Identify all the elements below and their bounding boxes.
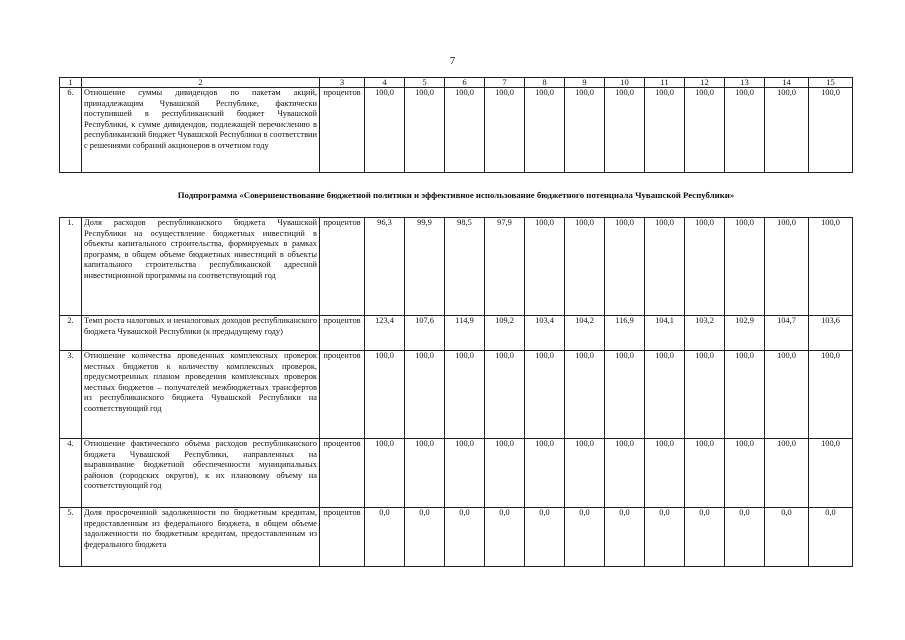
value-cell: 100,0 xyxy=(809,439,853,508)
table-row xyxy=(60,316,853,351)
indicator-name: Отношение количества проведенных комплексных проверок местных бюджетов к количеству комплексных проверок, предусмотренных планом проведения комплексных проверок местных бюджетов – получателей межбюджетных трансфертов из республиканского бюджета Чувашской Республики на соответствующий год xyxy=(82,351,320,439)
value-cell: 100,0 xyxy=(765,439,809,508)
value-cell: 103,6 xyxy=(809,316,853,351)
row-number: 4. xyxy=(60,439,82,508)
value-cell: 100,0 xyxy=(765,218,809,316)
value-cell: 103,4 xyxy=(525,316,565,351)
value-cell: 0,0 xyxy=(565,508,605,567)
value-cell: 102,9 xyxy=(725,316,765,351)
header-cell: 12 xyxy=(685,78,725,88)
value-cell: 98,5 xyxy=(445,218,485,316)
value-cell: 0,0 xyxy=(445,508,485,567)
unit-cell: процентов xyxy=(320,351,365,439)
header-cell: 6 xyxy=(445,78,485,88)
indicator-name: Доля расходов республиканского бюджета Чувашской Республики на осуществление бюджетных инвестиций в объекты капитального строительства, формируемых в рамках программ, в общем объеме бюджетных инвестиций в объекты капитального строительства республиканской адресной инвестиционной программы на соответствующий год xyxy=(82,218,320,316)
unit-cell: процентов xyxy=(320,218,365,316)
table-row xyxy=(60,439,853,508)
value-cell: 100,0 xyxy=(645,218,685,316)
value-cell: 100,0 xyxy=(365,88,405,173)
header-cell: 5 xyxy=(405,78,445,88)
unit-cell: процентов xyxy=(320,316,365,351)
value-cell: 100,0 xyxy=(645,439,685,508)
table-row xyxy=(60,508,853,567)
value-cell: 0,0 xyxy=(685,508,725,567)
value-cell: 100,0 xyxy=(725,439,765,508)
value-cell: 100,0 xyxy=(525,218,565,316)
header-cell: 11 xyxy=(645,78,685,88)
value-cell: 100,0 xyxy=(485,88,525,173)
row-number: 6. xyxy=(60,88,82,173)
value-cell: 116,9 xyxy=(605,316,645,351)
unit-cell: процентов xyxy=(320,88,365,173)
value-cell: 0,0 xyxy=(765,508,809,567)
header-cell: 10 xyxy=(605,78,645,88)
value-cell: 100,0 xyxy=(725,218,765,316)
row-number: 2. xyxy=(60,316,82,351)
value-cell: 100,0 xyxy=(485,351,525,439)
value-cell: 100,0 xyxy=(645,88,685,173)
value-cell: 104,2 xyxy=(565,316,605,351)
value-cell: 0,0 xyxy=(809,508,853,567)
value-cell: 107,6 xyxy=(405,316,445,351)
value-cell: 0,0 xyxy=(725,508,765,567)
value-cell: 103,2 xyxy=(685,316,725,351)
value-cell: 100,0 xyxy=(605,351,645,439)
subprogram-row xyxy=(60,173,853,218)
row-number: 5. xyxy=(60,508,82,567)
value-cell: 100,0 xyxy=(485,439,525,508)
value-cell: 100,0 xyxy=(725,88,765,173)
value-cell: 100,0 xyxy=(405,88,445,173)
header-cell: 15 xyxy=(809,78,853,88)
value-cell: 100,0 xyxy=(685,88,725,173)
indicator-name: Отношение суммы дивидендов по пакетам акций, принадлежащим Чувашской Республике, фактически поступившей в республиканский бюджет Чувашской Республики, к сумме дивидендов, подлежащей перечислению в республиканский бюджет Чувашской Республики в соответствии с решениями собраний акционеров в отчетном году xyxy=(82,88,320,173)
value-cell: 100,0 xyxy=(405,439,445,508)
value-cell: 100,0 xyxy=(645,351,685,439)
value-cell: 114,9 xyxy=(445,316,485,351)
indicator-name: Темп роста налоговых и неналоговых доходов республиканского бюджета Чувашской Республики (к предыдущему году) xyxy=(82,316,320,351)
subprogram-title: Подпрограмма «Совершенствование бюджетной политики и эффективное использование бюджетного потенциала Чувашской Республики» xyxy=(60,173,853,218)
value-cell: 104,1 xyxy=(645,316,685,351)
value-cell: 100,0 xyxy=(565,218,605,316)
value-cell: 97,9 xyxy=(485,218,525,316)
value-cell: 0,0 xyxy=(645,508,685,567)
value-cell: 100,0 xyxy=(809,218,853,316)
value-cell: 100,0 xyxy=(809,351,853,439)
table-row xyxy=(60,351,853,439)
indicators-table xyxy=(59,77,853,567)
value-cell: 100,0 xyxy=(365,439,405,508)
value-cell: 100,0 xyxy=(685,351,725,439)
value-cell: 100,0 xyxy=(809,88,853,173)
unit-cell: процентов xyxy=(320,439,365,508)
column-number-row xyxy=(60,78,853,88)
value-cell: 109,2 xyxy=(485,316,525,351)
page-number: 7 xyxy=(449,55,456,67)
value-cell: 0,0 xyxy=(405,508,445,567)
value-cell: 100,0 xyxy=(605,218,645,316)
header-cell: 1 xyxy=(60,78,82,88)
unit-cell: процентов xyxy=(320,508,365,567)
value-cell: 100,0 xyxy=(765,88,809,173)
value-cell: 100,0 xyxy=(445,439,485,508)
value-cell: 100,0 xyxy=(445,351,485,439)
value-cell: 100,0 xyxy=(765,351,809,439)
value-cell: 100,0 xyxy=(565,351,605,439)
value-cell: 100,0 xyxy=(525,351,565,439)
header-cell: 3 xyxy=(320,78,365,88)
header-cell: 2 xyxy=(82,78,320,88)
header-cell: 7 xyxy=(485,78,525,88)
value-cell: 100,0 xyxy=(525,439,565,508)
value-cell: 100,0 xyxy=(685,218,725,316)
indicator-name: Доля просроченной задолженности по бюджетным кредитам, предоставленным из федерального бюджета, в общем объеме задолженности по бюджетным кредитам, предоставленным из федерального бюджета xyxy=(82,508,320,567)
value-cell: 100,0 xyxy=(565,439,605,508)
value-cell: 0,0 xyxy=(525,508,565,567)
value-cell: 123,4 xyxy=(365,316,405,351)
value-cell: 100,0 xyxy=(365,351,405,439)
value-cell: 96,3 xyxy=(365,218,405,316)
value-cell: 99,9 xyxy=(405,218,445,316)
header-cell: 14 xyxy=(765,78,809,88)
indicator-name: Отношение фактического объема расходов республиканского бюджета Чувашской Республики, направленных на выравнивание бюджетной обеспеченности муниципальных районов (городских округов), к их плановому объему на соответствующий год xyxy=(82,439,320,508)
header-cell: 9 xyxy=(565,78,605,88)
value-cell: 0,0 xyxy=(485,508,525,567)
value-cell: 104,7 xyxy=(765,316,809,351)
row-number: 3. xyxy=(60,351,82,439)
value-cell: 100,0 xyxy=(525,88,565,173)
header-cell: 8 xyxy=(525,78,565,88)
table-row xyxy=(60,218,853,316)
row-number: 1. xyxy=(60,218,82,316)
value-cell: 100,0 xyxy=(605,439,645,508)
table-row xyxy=(60,88,853,173)
value-cell: 100,0 xyxy=(565,88,605,173)
value-cell: 100,0 xyxy=(725,351,765,439)
value-cell: 0,0 xyxy=(605,508,645,567)
value-cell: 100,0 xyxy=(685,439,725,508)
value-cell: 100,0 xyxy=(405,351,445,439)
header-cell: 13 xyxy=(725,78,765,88)
value-cell: 100,0 xyxy=(605,88,645,173)
value-cell: 0,0 xyxy=(365,508,405,567)
header-cell: 4 xyxy=(365,78,405,88)
value-cell: 100,0 xyxy=(445,88,485,173)
